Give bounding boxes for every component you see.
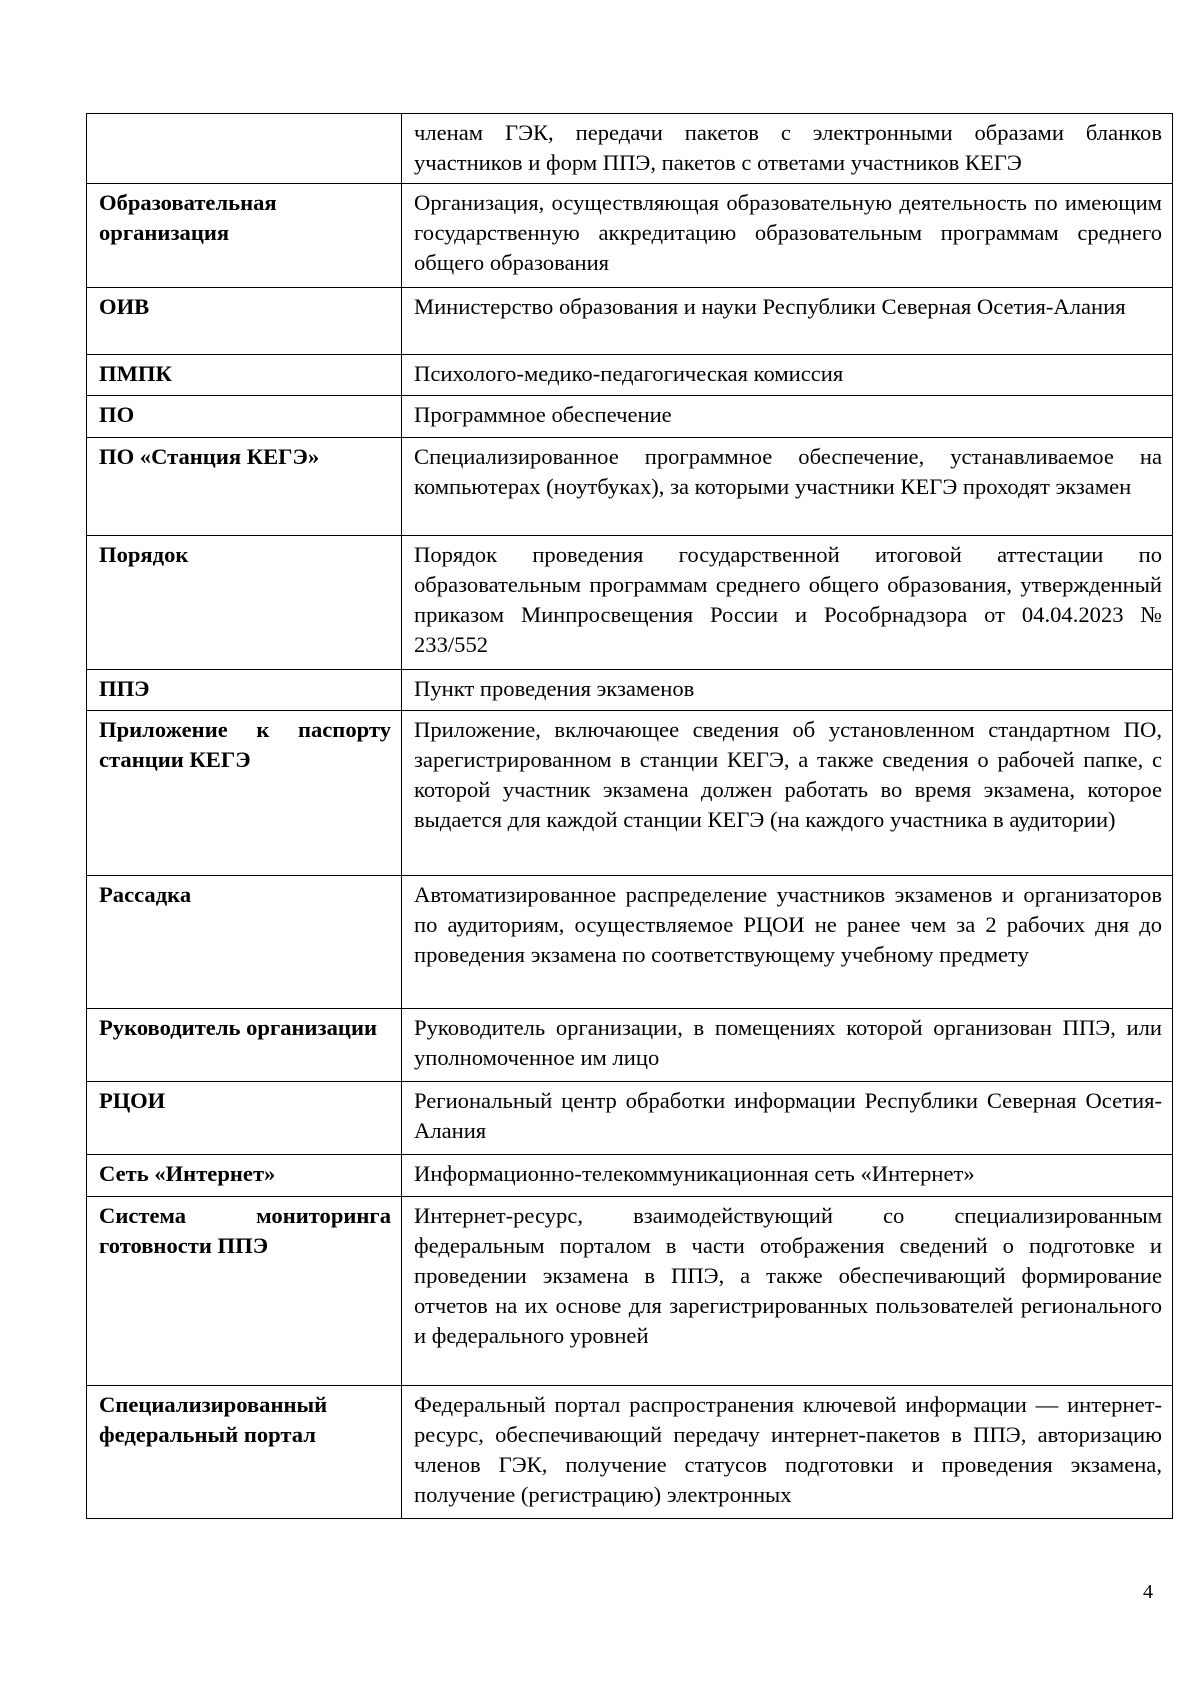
table-row (87, 1155, 1173, 1197)
term-cell: Порядок (87, 536, 402, 670)
table-row (87, 711, 1173, 876)
term-cell: РЦОИ (87, 1082, 402, 1155)
table-row (87, 1197, 1173, 1386)
definition-cell: Порядок проведения государственной итоговой аттестации по образовательным программам среднего общего образования, утвержденный приказом Минпросвещения России и Рособрнадзора от 04.04.2023 № 233/552 (402, 536, 1173, 670)
term-cell: Приложение к паспорту станции КЕГЭ (87, 711, 402, 876)
definition-cell: Информационно-телекоммуникационная сеть «Интернет» (402, 1155, 1173, 1197)
definition-cell: Автоматизированное распределение участников экзаменов и организаторов по аудиториям, осуществляемое РЦОИ не ранее чем за 2 рабочих дня до проведения экзамена по соответствующему учебному предмету (402, 876, 1173, 1009)
table-row (87, 876, 1173, 1009)
definition-cell: Интернет-ресурс, взаимодействующий со специализированным федеральным порталом в части отображения сведений о подготовке и проведении экзамена в ППЭ, а также обеспечивающий формирование отчетов на их основе для зарегистрированных пользователей регионального и федерального уровней (402, 1197, 1173, 1386)
term-cell: Сеть «Интернет» (87, 1155, 402, 1197)
definition-cell: Программное обеспечение (402, 396, 1173, 438)
term-cell: ОИВ (87, 288, 402, 355)
page-number: 4 (1143, 1581, 1153, 1603)
table-row (87, 536, 1173, 670)
definition-cell: Специализированное программное обеспечение, устанавливаемое на компьютерах (ноутбуках), за которыми участники КЕГЭ проходят экзамен (402, 438, 1173, 536)
table-row (87, 1009, 1173, 1082)
table-row (87, 355, 1173, 396)
term-cell: ПО (87, 396, 402, 438)
definition-cell: Организация, осуществляющая образовательную деятельность по имеющим государственную аккредитацию образовательным программам среднего общего образования (402, 184, 1173, 288)
term-cell: Рассадка (87, 876, 402, 1009)
definition-cell: Психолого-медико-педагогическая комиссия (402, 355, 1173, 396)
definition-cell: Министерство образования и науки Республики Северная Осетия-Алания (402, 288, 1173, 355)
table-row (87, 1386, 1173, 1519)
table-row (87, 288, 1173, 355)
term-cell: Специализированный федеральный портал (87, 1386, 402, 1519)
glossary-table (86, 113, 1173, 1519)
term-cell: ПО «Станция КЕГЭ» (87, 438, 402, 536)
table-row (87, 114, 1173, 184)
definition-cell: Пункт проведения экзаменов (402, 670, 1173, 711)
term-cell (87, 114, 402, 184)
definition-cell: Федеральный портал распространения ключевой информации — интернет-ресурс, обеспечивающий передачу интернет-пакетов в ППЭ, авторизацию членов ГЭК, получение статусов подготовки и проведения экзамена, получение (регистрацию) электронных (402, 1386, 1173, 1519)
definition-cell: Приложение, включающее сведения об установленном стандартном ПО, зарегистрированном в станции КЕГЭ, а также сведения о рабочей папке, с которой участник экзамена должен работать во время экзамена, которое выдается для каждой станции КЕГЭ (на каждого участника в аудитории) (402, 711, 1173, 876)
term-cell: Образовательная организация (87, 184, 402, 288)
term-cell: ПМПК (87, 355, 402, 396)
table-row (87, 438, 1173, 536)
definition-cell: членам ГЭК, передачи пакетов с электронными образами бланков участников и форм ППЭ, пакетов с ответами участников КЕГЭ (402, 114, 1173, 184)
table-row (87, 396, 1173, 438)
table-row (87, 670, 1173, 711)
table-row (87, 184, 1173, 288)
term-cell: Система мониторинга готовности ППЭ (87, 1197, 402, 1386)
definition-cell: Региональный центр обработки информации Республики Северная Осетия-Алания (402, 1082, 1173, 1155)
definition-cell: Руководитель организации, в помещениях которой организован ППЭ, или уполномоченное им лицо (402, 1009, 1173, 1082)
term-cell: Руководитель организации (87, 1009, 402, 1082)
term-cell: ППЭ (87, 670, 402, 711)
table-row (87, 1082, 1173, 1155)
